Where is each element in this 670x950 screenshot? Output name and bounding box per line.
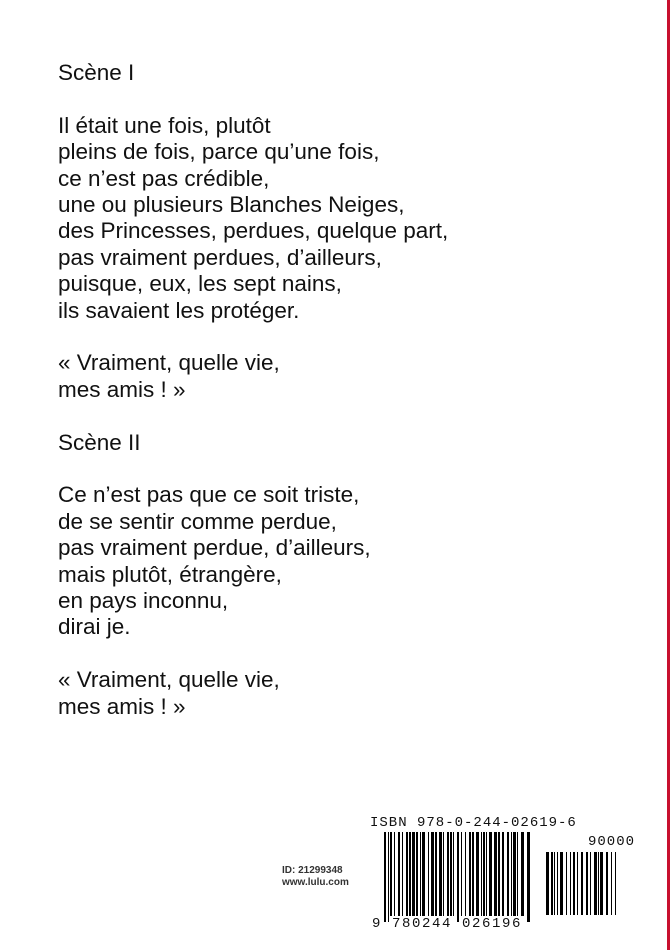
poem-line: pas vraiment perdues, d’ailleurs,: [58, 244, 382, 270]
barcode-bar: [435, 832, 437, 916]
poem-text: [58, 60, 648, 720]
barcode-bar: [517, 832, 518, 916]
poem-line: des Princesses, perdues, quelque part,: [58, 218, 449, 244]
poem-line: pleins de fois, parce qu’une fois,: [58, 139, 380, 165]
barcode-bar: [502, 832, 504, 916]
barcode-bar: [457, 832, 459, 922]
barcode-bar: [527, 832, 530, 922]
barcode-addon-bar: [600, 852, 603, 915]
barcode-bar: [439, 832, 442, 916]
barcode-bar: [447, 832, 449, 916]
poem-line: « Vraiment, quelle vie,: [58, 667, 280, 693]
barcode-bar: [481, 832, 482, 916]
poem-line: puisque, eux, les sept nains,: [58, 271, 342, 297]
barcode-addon-bar: [586, 852, 588, 915]
barcode-addon-bar: [615, 852, 616, 915]
poem-line: de se sentir comme perdue,: [58, 508, 337, 534]
poem-line: mais plutôt, étrangère,: [58, 561, 282, 587]
barcode-bar: [412, 832, 415, 916]
barcode-bar: [507, 832, 509, 916]
barcode-bar: [494, 832, 497, 916]
barcode-bar: [521, 832, 524, 916]
barcode-bar: [461, 832, 462, 916]
barcode-bar: [489, 832, 492, 916]
barcode-addon-bar: [546, 852, 549, 915]
barcode-addon-bar: [606, 852, 608, 915]
stanza-gap: [58, 403, 648, 429]
poem-line: Il était une fois, plutôt: [58, 112, 271, 138]
barcode-bar: [450, 832, 452, 916]
barcode-bar: [406, 832, 408, 916]
poem-line: Scène I: [58, 60, 135, 85]
stanza-gap: [58, 456, 648, 482]
barcode-bar: [469, 832, 471, 916]
barcode-addon-bar: [573, 852, 575, 915]
publisher-id: ID: 21299348: [282, 865, 343, 876]
barcode-bar: [402, 832, 403, 916]
barcode-bar: [388, 832, 389, 922]
barcode-bar: [431, 832, 434, 916]
barcode-bar: [511, 832, 512, 916]
poem-line: Ce n’est pas que ce soit triste,: [58, 482, 360, 508]
barcode-bar: [498, 832, 500, 916]
barcode-bar: [483, 832, 485, 916]
barcode-bar: [486, 832, 487, 916]
barcode-bar: [472, 832, 474, 916]
barcode-addon-bar: [611, 852, 612, 915]
barcode-bar: [409, 832, 411, 916]
poem-line: une ou plusieurs Blanches Neiges,: [58, 192, 405, 218]
poem-line: pas vraiment perdue, d’ailleurs,: [58, 535, 371, 561]
stanza-gap: [58, 324, 648, 350]
barcode-block: [370, 815, 640, 940]
isbn-label: ISBN 978-0-244-02619-6: [370, 815, 577, 831]
poem-line: ce n’est pas crédible,: [58, 165, 270, 191]
barcode-bar: [476, 832, 479, 916]
barcode-bar: [398, 832, 400, 916]
poem-line: ils savaient les protéger.: [58, 297, 300, 323]
barcode-addon-bar: [581, 852, 583, 915]
stanza-gap: [58, 641, 648, 667]
ean-digits: 9 780244 026196: [372, 916, 523, 932]
stanza-gap: [58, 86, 648, 112]
barcode-addon-bar: [598, 852, 599, 915]
barcode-addon-bar: [557, 852, 558, 915]
barcode-addon-bar: [577, 852, 578, 915]
barcode-bar: [422, 832, 425, 916]
barcode-addon-bar: [566, 852, 567, 915]
poem-line: mes amis ! »: [58, 693, 186, 719]
barcode-bar: [453, 832, 454, 916]
publisher-site: www.lulu.com: [282, 877, 349, 888]
barcode-bar: [416, 832, 418, 916]
barcode-bar: [465, 832, 466, 916]
poem-line: Scène II: [58, 429, 141, 455]
poem-line: dirai je.: [58, 614, 131, 640]
publisher-mark: [282, 865, 349, 889]
barcode-addon-bar: [554, 852, 555, 915]
barcode-bar: [428, 832, 429, 916]
barcode-bar: [384, 832, 386, 922]
barcode-addon-bar: [560, 852, 563, 915]
barcode-addon-bar: [590, 852, 591, 915]
price-code: 90000: [588, 834, 636, 850]
barcode-addon-bar: [594, 852, 597, 915]
barcode-bar: [394, 832, 395, 916]
barcode-addon-bar: [570, 852, 571, 915]
barcode-addon-bar: [551, 852, 553, 915]
poem-line: « Vraiment, quelle vie,: [58, 350, 280, 376]
barcode-bar: [420, 832, 421, 916]
barcode-bar: [443, 832, 444, 916]
barcode-bar: [390, 832, 392, 916]
poem-line: en pays inconnu,: [58, 588, 229, 614]
poem-line: mes amis ! »: [58, 376, 186, 402]
barcode-bar: [513, 832, 516, 916]
